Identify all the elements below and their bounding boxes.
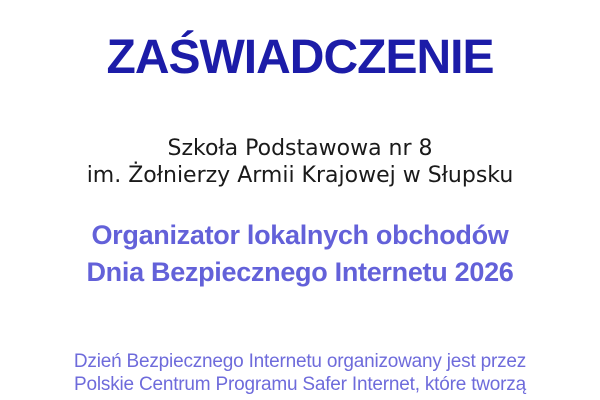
- footer-organizer-line: Dzień Bezpiecznego Internetu organizowany jest przez: [73, 351, 527, 372]
- recipient-school-patron: im. Żołnierzy Armii Krajowej w Słupsku: [86, 163, 514, 188]
- footer-block: [0, 350, 600, 396]
- certificate-title: ZAŚWIADCZENIE: [106, 31, 494, 84]
- award-role-line: Organizator lokalnych obchodów: [91, 220, 509, 250]
- recipient-block: [0, 135, 600, 189]
- award-block: [0, 217, 600, 291]
- award-event-line: Dnia Bezpiecznego Internetu 2026: [86, 257, 514, 287]
- recipient-school-name: Szkoła Podstawowa nr 8: [167, 136, 433, 161]
- footer-program-line: Polskie Centrum Programu Safer Internet, które tworzą: [74, 374, 526, 395]
